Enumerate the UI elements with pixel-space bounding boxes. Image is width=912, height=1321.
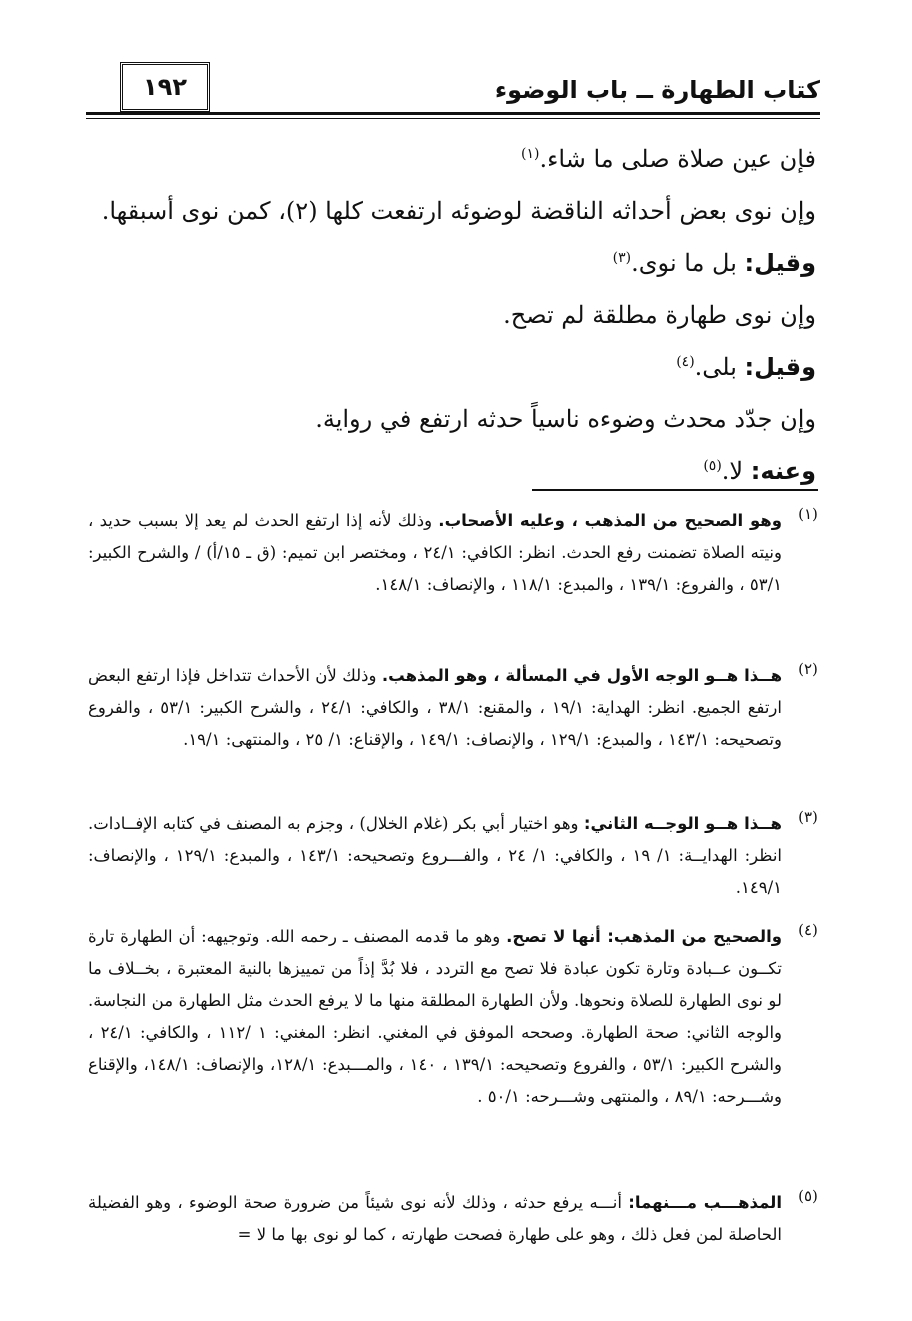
footnote-1 — [88, 505, 826, 601]
footnote-ref: (٤) — [676, 354, 695, 370]
text-line: وعنه: لا.$^{(٥)}$ — [703, 457, 816, 485]
footnote-text: هــذا هــو الوجــه الثاني: وهو اختيار أبي بكر (غلام الخلال) ، وجزم به المصنف في كتابه الإفــادات. انظر: الهدايــة: ١/ ١٩ ، والكافي: ١/ ٢٤ ، والفـــروع وتصحيحه: ١٤٣/١ ، والمبدع: ١٢٩/١ ، والإنصاف: ١٤٩/١. — [88, 814, 782, 897]
footnote-number: (٤) — [798, 921, 818, 939]
footnote-text: والصحيح من المذهب: أنها لا تصح. وهو ما قدمه المصنف ـ رحمه الله. وتوجيهه: أن الطهارة تارة تكــون عــبادة وتارة تكون عبادة فلا تصح مع التردد ، فلا بُدَّ إذاً من تمييزها بالنية المعتبرة ، بخــلاف ما لو نوى الطهارة للصلاة ونحوها. ولأن الطهارة المطلقة منها ما لا يرفع الحدث مثل الطهارة من النجاسة. والوجه الثاني: صحة الطهارة. وصححه الموفق في المغني. انظر: المغني: ١ /١١٢ ، والكافي: ٢٤/١ ، والشرح الكبير: ٥٣/١ ، والفروع وتصحيحه: ١٣٩/١ ، ١٤٠ ، والمـــبدع: ١٢٨/١، والإنصاف: ١٤٨/١، والإقناع وشـــرحه: ٨٩/١ ، والمنتهى وشـــرحه: ٥٠/١ . — [88, 927, 782, 1106]
page-number: ١٩٢ — [120, 62, 210, 112]
footnote-text: هــذا هــو الوجه الأول في المسألة ، وهو المذهب. وذلك لأن الأحداث تتداخل فإذا ارتفع البعض ارتفع الجميع. انظر: الهداية: ١٩/١ ، والمقنع: ٣٨/١ ، والكافي: ٢٤/١ ، والشرح الكبير: ٥٣/١ ، والفروع وتصحيحه: ١٤٣/١ ، والمبدع: ١٢٩/١ ، والإنصاف: ١٤٩/١ ، والإقناع: ١/ ٢٥ ، والمنتهى: ١٩/١. — [88, 666, 783, 749]
text-line: فإن عين صلاة صلى ما شاء.$^{(١)}$ — [521, 145, 816, 173]
footnote-4 — [88, 921, 826, 1113]
footnote-3 — [88, 808, 826, 904]
text-line: وإن نوى بعض أحداثه الناقضة لوضوئه ارتفعت كلها (٢)، كمن نوى أسبقها. — [101, 197, 816, 225]
footnote-number: (٥) — [798, 1187, 818, 1205]
text-line: وقيل: بلى.$^{(٤)}$ — [676, 353, 816, 381]
footnote-ref: (٥) — [703, 458, 722, 474]
footnote-divider — [532, 489, 818, 491]
footnote-5 — [88, 1187, 826, 1251]
footnote-2 — [88, 660, 826, 756]
footnote-number: (٣) — [798, 808, 818, 826]
chapter-title: كتاب الطهارة ــ باب الوضوء — [487, 76, 820, 104]
footnote-ref: (١) — [521, 146, 540, 162]
text-line: وإن نوى طهارة مطلقة لم تصح. — [503, 301, 816, 329]
text-line: وإن جدّد محدث وضوءه ناسياً حدثه ارتفع في رواية. — [315, 405, 816, 433]
header-rule — [86, 112, 820, 119]
footnote-ref: (٣) — [612, 250, 632, 266]
footnote-number: (١) — [798, 505, 818, 523]
footnote-text: وهو الصحيح من المذهب ، وعليه الأصحاب. وذلك لأنه إذا ارتفع الحدث لم يعد إلا بسبب حديد ، ونيته الصلاة تضمنت رفع الحدث. انظر: الكافي: ٢٤/١ ، ومختصر ابن تميم: (ق ـ ١٥/أ) / والشرح الكبير: ٥٣/١ ، والفروع: ١٣٩/١ ، والمبدع: ١١٨/١ ، والإنصاف: ١٤٨/١. — [88, 511, 782, 594]
main-text — [96, 133, 816, 497]
footnote-text: المذهـــب مـــنهما: أنـــه يرفع حدثه ، وذلك لأنه نوى شيئاً من ضرورة صحة الوضوء ، وهو الفضيلة الحاصلة لمن فعل ذلك ، وهو على طهارة فصحت طهارته ، كما لو نوى بها ما لا = — [88, 1193, 783, 1244]
text-line: وقيل: بل ما نوى.$^{(٣)}$ — [612, 249, 816, 277]
page-header — [86, 62, 820, 124]
footnote-number: (٢) — [798, 660, 818, 678]
